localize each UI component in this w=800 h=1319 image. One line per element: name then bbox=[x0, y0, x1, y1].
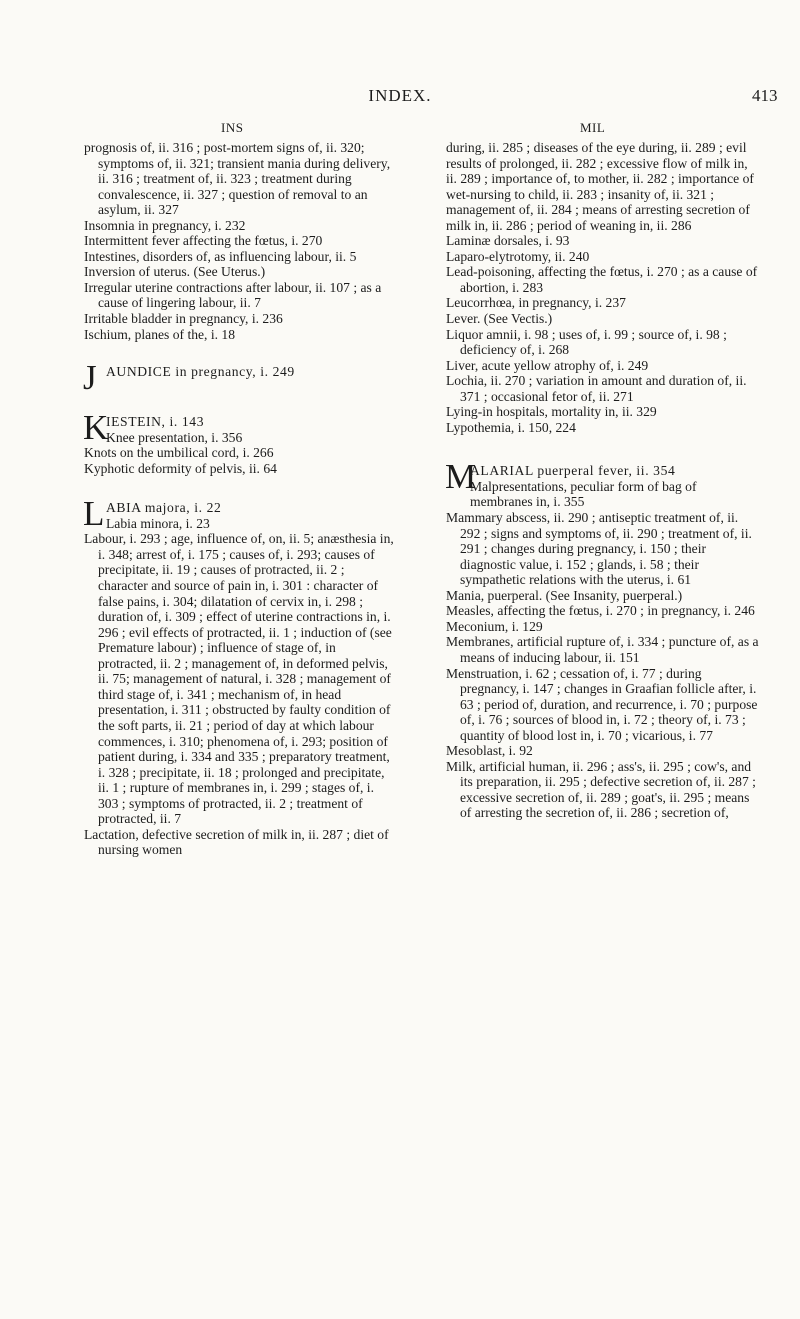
right-column-head: MIL bbox=[580, 120, 606, 135]
index-entry: IESTEIN, i. 143 bbox=[106, 414, 205, 430]
index-entry: Kyphotic deformity of pelvis, ii. 64 bbox=[84, 460, 277, 476]
index-entry: Labour, i. 293 ; age, influence of, on, ii. 5; anæsthesia in, i. 348; arrest of, i. 175 ; causes of, i. 293; causes of precipitate, ii. 19 ; causes of protracted, ii. 2 ; character and source of pain in, i. 301 : character of false pains, i. 304; dilatation of cervix in, i. 298 ; duration of, i. 309 ; effect of uterine contractions in, i. 296 ; evil effects of protracted, ii. 1 ; induction of (see Premature labour) ; influence of stage of, in protracted, ii. 2 ; management of, in deformed pelvis, ii. 75; management of natural, i. 328 ; management of third stage of, i. 341 ; mechanism of, in head presentation, i. 311 ; obstructed by faulty condition of the soft parts, ii. 21 ; period of day at which labour commences, i. 310; phenomena of, i. 293; position of patient during, i. 334 and 335 ; preparatory treatment, i. 328 ; precipitate, ii. 18 ; prolonged and precipitate, ii. 1 ; rupture of membranes in, i. 299 ; stages of, i. 303 ; symptoms of protracted, ii. 2 ; treatment of protracted, ii. 7 bbox=[84, 531, 394, 827]
index-entry: Malpresentations, peculiar form of bag of membranes in, i. 355 bbox=[470, 478, 697, 510]
left-column-head: INS bbox=[221, 120, 244, 135]
index-entry: Knee presentation, i. 356 bbox=[106, 429, 243, 445]
index-entry: Lypothemia, i. 150, 224 bbox=[446, 419, 576, 435]
index-entry: Ischium, planes of the, i. 18 bbox=[84, 326, 236, 342]
index-entry: Leucorrhœa, in pregnancy, i. 237 bbox=[446, 295, 626, 311]
section-m bbox=[445, 457, 760, 510]
left-column bbox=[84, 140, 396, 858]
index-entry: Laparo-elytrotomy, ii. 240 bbox=[446, 248, 590, 264]
index-entry: Intestines, disorders of, as influencing labour, ii. 5 bbox=[84, 248, 357, 264]
index-entry: Knots on the umbilical cord, i. 266 bbox=[84, 445, 274, 461]
index-entry: Irritable bladder in pregnancy, i. 236 bbox=[84, 311, 283, 327]
index-entry: Lactation, defective secretion of milk in, ii. 287 ; diet of nursing women bbox=[84, 826, 389, 858]
index-entry: Mammary abscess, ii. 290 ; antiseptic treatment of, ii. 292 ; signs and symptoms of, ii. 290 ; treatment of, ii. 291 ; changes during pregnancy, i. 150 ; their diagnostic value, i. 152 ; glands, i. 58 ; their sympathetic relations with the uterus, i. 61 bbox=[446, 510, 752, 588]
running-head bbox=[0, 84, 800, 110]
section-k bbox=[83, 408, 396, 448]
index-entry: Liquor amnii, i. 98 ; uses of, i. 99 ; source of, i. 98 ; deficiency of, i. 268 bbox=[446, 326, 727, 358]
index-entry: Insomnia in pregnancy, i. 232 bbox=[84, 217, 246, 233]
index-entry: Meconium, i. 129 bbox=[446, 618, 543, 634]
index-entry: prognosis of, ii. 316 ; post-mortem signs of, ii. 320; symptoms of, ii. 321; transient mania during delivery, ii. 316 ; treatment of, ii. 323 ; treatment during convalescence, ii. 327 ; question of removal to an asylum, ii. 327 bbox=[84, 140, 391, 218]
index-entry: Laminæ dorsales, i. 93 bbox=[446, 233, 570, 249]
section-l bbox=[83, 494, 396, 534]
index-entry: AUNDICE in pregnancy, i. 249 bbox=[106, 364, 295, 380]
index-entry: Lying-in hospitals, mortality in, ii. 329 bbox=[446, 404, 657, 420]
drop-cap-j: J bbox=[83, 358, 97, 398]
drop-cap-m: M bbox=[445, 457, 477, 497]
index-entry: Irregular uterine contractions after labour, ii. 107 ; as a cause of lingering labour, ii. 7 bbox=[84, 279, 382, 311]
index-entry: Lead-poisoning, affecting the fœtus, i. 270 ; as a cause of abortion, i. 283 bbox=[446, 264, 758, 295]
index-entry: Intermittent fever affecting the fœtus, i. 270 bbox=[84, 233, 323, 249]
right-column bbox=[446, 140, 760, 821]
section-j bbox=[83, 358, 396, 398]
index-entry: Mesoblast, i. 92 bbox=[446, 743, 533, 759]
index-entry: Inversion of uterus. (See Uterus.) bbox=[84, 264, 266, 280]
index-entry: Mania, puerperal. (See Insanity, puerperal.) bbox=[446, 587, 683, 603]
page-number: 413 bbox=[752, 86, 778, 105]
index-entry: Lever. (See Vectis.) bbox=[446, 311, 553, 327]
index-entry: ABIA majora, i. 22 bbox=[106, 500, 222, 516]
index-entry: Liver, acute yellow atrophy of, i. 249 bbox=[446, 357, 649, 373]
index-entry: Labia minora, i. 23 bbox=[106, 515, 210, 531]
index-entry: Milk, artificial human, ii. 296 ; ass's, ii. 295 ; cow's, and its preparation, ii. 295 ; defective secretion of, ii. 287 ; excessive secretion of, ii. 289 ; goat's, ii. 295 ; means of arresting the secretion of, ii. 286 ; secretion of, bbox=[446, 758, 756, 821]
index-entry: Measles, affecting the fœtus, i. 270 ; in pregnancy, i. 246 bbox=[446, 603, 755, 619]
index-entry: Lochia, ii. 270 ; variation in amount and duration of, ii. 371 ; occasional fetor of, ii. 271 bbox=[446, 373, 747, 404]
drop-cap-k: K bbox=[83, 408, 109, 448]
index-entry: during, ii. 285 ; diseases of the eye during, ii. 289 ; evil results of prolonged, ii. 282 ; excessive flow of milk in, ii. 289 ; importance of, to mother, ii. 282 ; importance of wet-nursing to child, ii. 283 ; insanity of, ii. 321 ; management of, ii. 284 ; means of arresting secretion of milk in, ii. 286 ; period of weaning in, ii. 286 bbox=[446, 140, 754, 233]
index-entry: Menstruation, i. 62 ; cessation of, i. 77 ; during pregnancy, i. 147 ; changes in Graafian follicle after, i. 63 ; period of, duration, and recurrence, i. 70 ; purpose of, i. 76 ; sources of blood in, i. 72 ; theory of, i. 73 ; quantity of blood lost in, i. 70 ; vicarious, i. 77 bbox=[446, 665, 758, 743]
index-entry: Membranes, artificial rupture of, i. 334 ; puncture of, as a means of inducing labour, ii. 151 bbox=[446, 634, 759, 665]
index-title: INDEX. bbox=[368, 86, 432, 105]
index-entry: ALARIAL puerperal fever, ii. 354 bbox=[470, 463, 676, 479]
drop-cap-l: L bbox=[83, 494, 105, 534]
